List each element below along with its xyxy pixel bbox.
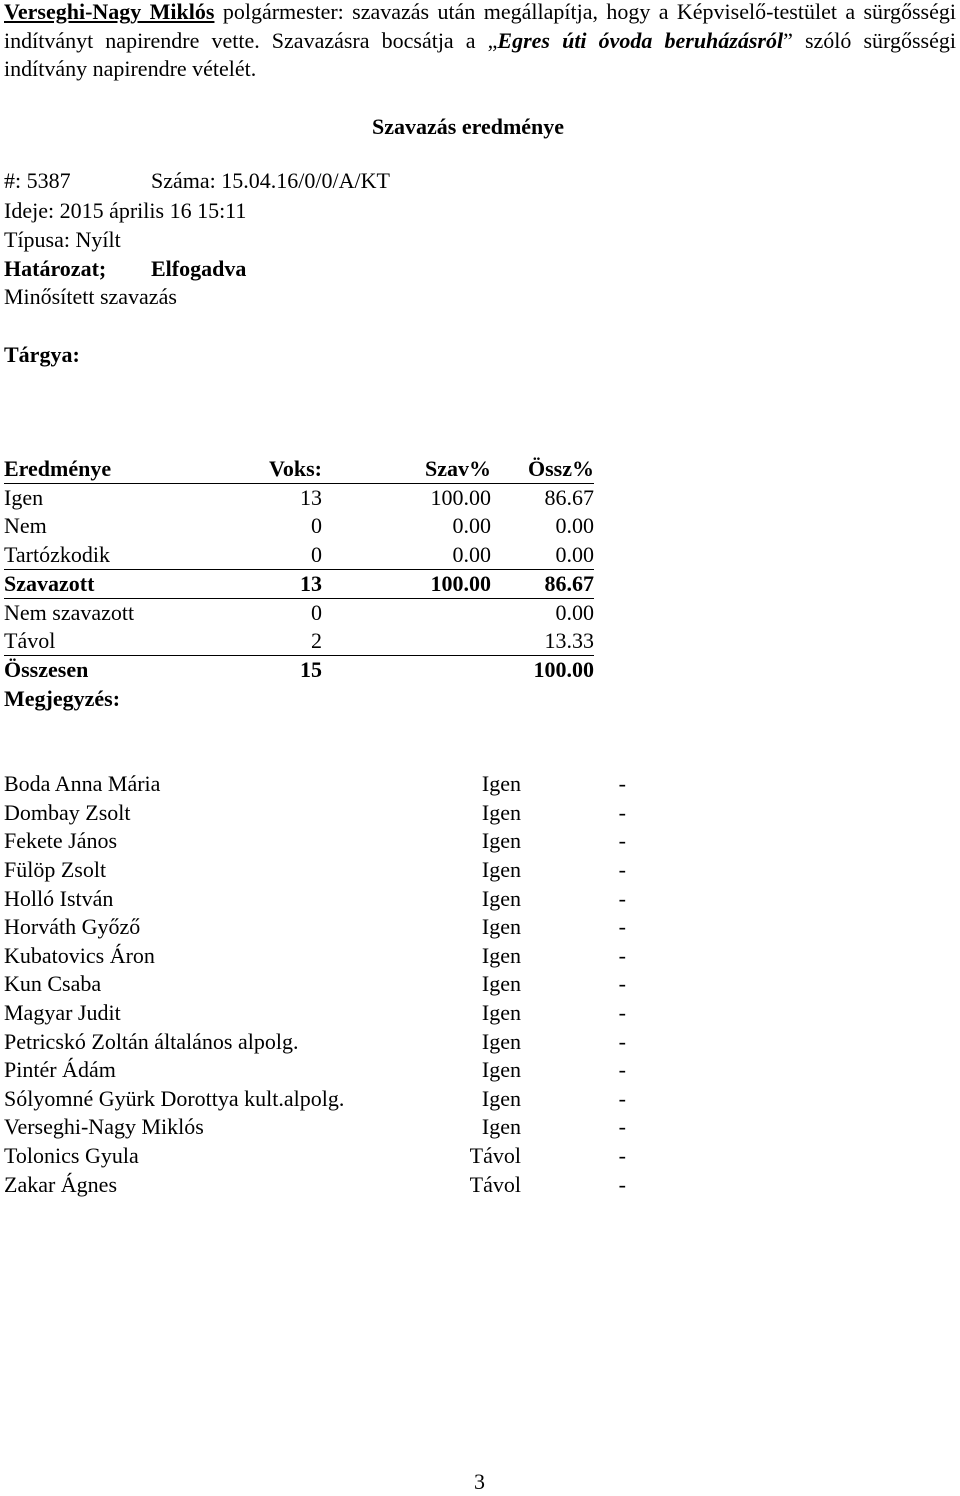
list-item (4, 799, 634, 827)
list-item (4, 1056, 634, 1084)
row-label: Nem (4, 513, 47, 538)
member-mark: - (618, 800, 626, 825)
row-vote-pct: 0.00 (452, 542, 491, 567)
list-item (4, 1171, 634, 1199)
member-mark: - (618, 943, 626, 968)
member-name: Sólyomné Gyürk Dorottya kult.alpolg. (4, 1086, 345, 1111)
member-mark: - (618, 1057, 626, 1082)
row-label: Összesen (4, 657, 89, 682)
member-mark: - (618, 886, 626, 911)
member-vote: Igen (481, 914, 521, 939)
intro-text-1: polgármester: szavazás után megállapítja, hogy a Képviselő-testület a sürgősségi indítványt napirendre vette. Szavazásra bocsátja a „ (4, 0, 956, 53)
member-mark: - (618, 914, 626, 939)
table-row (4, 656, 594, 684)
vote-number: Száma: 15.04.16/0/0/A/KT (151, 168, 390, 193)
header-vote-pct: Szav% (425, 456, 491, 481)
row-votes: 13 (300, 571, 322, 596)
member-mark: - (618, 771, 626, 796)
results-header-row (4, 455, 594, 484)
intro-paragraph (4, 0, 956, 84)
list-item (4, 942, 634, 970)
member-name: Fekete János (4, 828, 118, 853)
member-mark: - (618, 1086, 626, 1111)
member-mark: - (618, 1143, 626, 1168)
row-votes: 0 (311, 600, 322, 625)
member-mark: - (618, 1172, 626, 1197)
member-name: Tolonics Gyula (4, 1143, 139, 1168)
row-label: Igen (4, 485, 44, 510)
member-vote: Igen (481, 943, 521, 968)
member-name: Dombay Zsolt (4, 800, 131, 825)
member-vote: Igen (481, 1000, 521, 1025)
row-vote-pct: 100.00 (430, 571, 491, 596)
list-item (4, 856, 634, 884)
table-row (4, 484, 594, 512)
member-vote: Igen (481, 1057, 521, 1082)
list-item (4, 827, 634, 855)
qualified-vote: Minősített szavazás (4, 284, 177, 309)
member-name: Pintér Ádám (4, 1057, 116, 1082)
member-vote: Igen (481, 1114, 521, 1139)
member-vote: Igen (481, 886, 521, 911)
row-total-pct: 100.00 (533, 657, 594, 682)
row-votes: 0 (311, 542, 322, 567)
table-row (4, 541, 594, 570)
row-votes: 15 (300, 657, 322, 682)
list-item (4, 1113, 634, 1141)
member-vote: Igen (481, 828, 521, 853)
results-heading: Szavazás eredménye (372, 114, 565, 139)
list-item (4, 913, 634, 941)
list-item (4, 999, 634, 1027)
member-vote: Távol (469, 1143, 521, 1168)
member-vote: Igen (481, 771, 521, 796)
remarks-label: Megjegyzés: (4, 686, 121, 711)
vote-id: #: 5387 (4, 168, 71, 193)
subject-title: Egres úti óvoda beruházásról (497, 27, 784, 53)
row-votes: 2 (311, 628, 322, 653)
intro-text-2: ” szóló sürgősségi indítvány napirendre vételét. (4, 27, 956, 81)
list-item (4, 970, 634, 998)
decision-label: Határozat; (4, 256, 107, 281)
header-result: Eredménye (4, 456, 112, 481)
row-total-pct: 0.00 (555, 513, 594, 538)
row-label: Távol (4, 628, 56, 653)
member-name: Horváth Győző (4, 914, 141, 939)
member-name: Magyar Judit (4, 1000, 121, 1025)
header-votes: Voks: (269, 456, 322, 481)
member-vote: Igen (481, 1086, 521, 1111)
vote-type: Típusa: Nyílt (4, 227, 121, 252)
row-total-pct: 86.67 (544, 485, 594, 510)
member-vote: Igen (481, 800, 521, 825)
row-label: Szavazott (4, 571, 95, 596)
member-mark: - (618, 857, 626, 882)
row-votes: 13 (300, 485, 322, 510)
member-name: Petricskó Zoltán általános alpolg. (4, 1029, 299, 1054)
member-mark: - (618, 1000, 626, 1025)
member-vote: Igen (481, 857, 521, 882)
header-total-pct: Össz% (528, 456, 594, 481)
list-item (4, 885, 634, 913)
speaker-name: Verseghi-Nagy Miklós (4, 0, 215, 24)
row-votes: 0 (311, 513, 322, 538)
row-label: Nem szavazott (4, 600, 135, 625)
member-mark: - (618, 1029, 626, 1054)
member-name: Kubatovics Áron (4, 943, 155, 968)
member-name: Fülöp Zsolt (4, 857, 107, 882)
member-vote: Igen (481, 1029, 521, 1054)
table-row (4, 599, 594, 627)
member-name: Holló István (4, 886, 114, 911)
member-name: Boda Anna Mária (4, 771, 161, 796)
member-mark: - (618, 971, 626, 996)
member-name: Verseghi-Nagy Miklós (4, 1114, 204, 1139)
row-total-pct: 86.67 (544, 571, 594, 596)
decision-status: Elfogadva (151, 256, 247, 281)
member-name: Kun Csaba (4, 971, 102, 996)
vote-time: Ideje: 2015 április 16 15:11 (4, 198, 247, 223)
member-mark: - (618, 828, 626, 853)
row-vote-pct: 100.00 (430, 485, 491, 510)
table-row (4, 570, 594, 599)
table-row (4, 627, 594, 656)
row-total-pct: 13.33 (544, 628, 594, 653)
member-vote: Távol (469, 1172, 521, 1197)
list-item (4, 1085, 634, 1113)
subject-label: Tárgya: (4, 342, 80, 367)
member-mark: - (618, 1114, 626, 1139)
row-label: Tartózkodik (4, 542, 110, 567)
list-item (4, 1028, 634, 1056)
list-item (4, 770, 634, 798)
member-vote: Igen (481, 971, 521, 996)
page-number: 3 (474, 1469, 485, 1494)
member-name: Zakar Ágnes (4, 1172, 118, 1197)
row-total-pct: 0.00 (555, 542, 594, 567)
list-item (4, 1142, 634, 1170)
row-vote-pct: 0.00 (452, 513, 491, 538)
table-row (4, 512, 594, 540)
row-total-pct: 0.00 (555, 600, 594, 625)
